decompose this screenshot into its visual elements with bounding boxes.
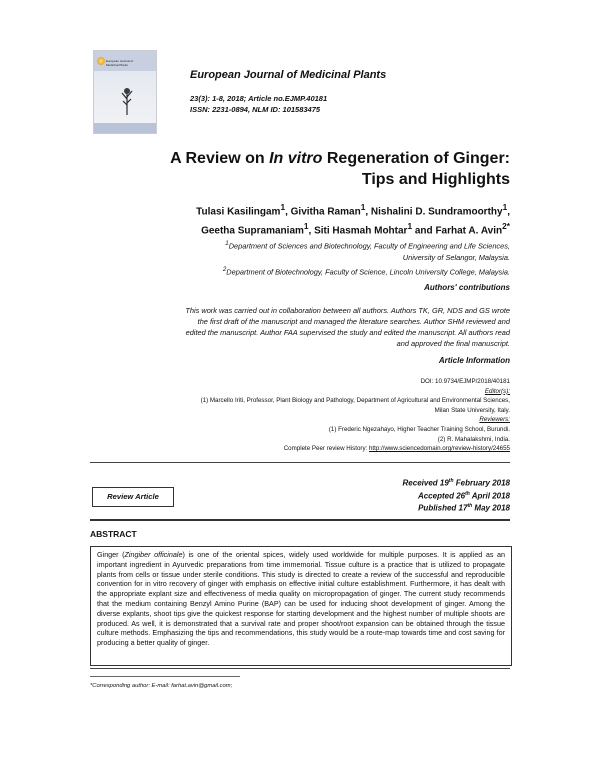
date-text: April 2018 bbox=[469, 491, 510, 501]
journal-title: European Journal of Medicinal Plants bbox=[190, 69, 387, 81]
editor-entry: Milan State University, Italy. bbox=[434, 406, 510, 414]
date-sup: th bbox=[465, 490, 470, 497]
divider bbox=[90, 668, 510, 669]
editor-entry: (1) Marcello Iriti, Professor, Plant Biology and Pathology, Department of Agricultural and Environmental Sciences, bbox=[200, 397, 510, 405]
affiliation-line bbox=[90, 264, 510, 278]
author-separator: , bbox=[308, 225, 315, 237]
article-type-badge: Review Article bbox=[92, 487, 174, 507]
article-title-line2: Tips and Highlights bbox=[361, 171, 510, 188]
date-text: May 2018 bbox=[472, 503, 510, 513]
article-title-line1 bbox=[90, 148, 510, 169]
article-title bbox=[90, 148, 510, 190]
divider bbox=[90, 462, 510, 463]
contributions-line: This work was carried out in collaboration between all authors. Authors TK, GR, NDS and GS wrote bbox=[185, 306, 510, 315]
affiliation-sup: 1 bbox=[225, 240, 229, 247]
author-affil-sup: 1 bbox=[502, 202, 508, 212]
abstract-text: ) is one of the oriental spices, widely used worldwide for multiple purposes. It is applied as an important ingredient in Ayurvedic preparations from time immemorial. Tissue culture is a practice that is utilized to propagate plants from cells or tissue under sterile conditions. This study is directed to create a review of the successful and reproducible convention for in vitro recovery of ginger with emphasis on effective initial culture establishment. Furthermore, it has dealt with the appropriate explant size and effectiveness of media quality on micropropagation of ginger. The current study recommends that the medium containing Benzyl Amino Purine (BAP) can be used for inducing shoot development of ginger. Among the diverse explants, shoot tips give the quickest response for starting development and the highest number of multiple shoots are produced. As well, it is demonstrated that a survival rate and proper shoot/root expansion can be obtained through the tissue culture methods. Emphasizing the tips and recommendations, this study would be a route-map towards time and cost saving for producing a better quality of ginger. bbox=[97, 550, 505, 648]
author-affil-sup: 1 bbox=[280, 202, 286, 212]
cover-title bbox=[106, 59, 152, 67]
species-name: Zingiber officinale bbox=[124, 550, 183, 559]
author-line bbox=[90, 219, 510, 238]
author-affil-sup: 2* bbox=[502, 221, 510, 232]
cover-title-line: Medicinal Plants bbox=[106, 63, 128, 67]
doi: DOI: 10.9734/EJMP/2018/40181 bbox=[420, 378, 510, 385]
date-sup: th bbox=[448, 478, 454, 484]
author-separator: , bbox=[365, 206, 371, 218]
history-label: Complete Peer review History: bbox=[283, 445, 369, 453]
date-text: Published 17 bbox=[418, 503, 468, 513]
received-date bbox=[300, 476, 510, 489]
affiliation-text: Department of Biotechnology, Faculty of Science, Lincoln University College, Malaysia. bbox=[226, 267, 510, 277]
review-history-link[interactable]: http://www.sciencedomain.org/review-history/24655 bbox=[368, 445, 510, 453]
abstract-heading: ABSTRACT bbox=[90, 529, 137, 539]
journal-meta bbox=[190, 93, 327, 115]
affiliation-line bbox=[90, 238, 510, 252]
divider bbox=[90, 519, 510, 521]
affiliations bbox=[90, 238, 510, 279]
author-separator: and bbox=[412, 225, 436, 237]
cover-footer-band bbox=[94, 123, 156, 133]
publication-dates bbox=[300, 476, 510, 514]
title-text: A Review on bbox=[170, 150, 270, 167]
cover-logo-icon bbox=[97, 57, 105, 65]
affiliation-text: Department of Sciences and Biotechnology, Faculty of Engineering and Life Sciences, bbox=[228, 241, 510, 251]
accepted-date bbox=[300, 489, 510, 502]
author-affil-sup: 1 bbox=[407, 221, 413, 232]
author-separator: , bbox=[285, 206, 291, 218]
journal-issue: 23(3): 1-8, 2018; Article no.EJMP.40181 bbox=[190, 94, 328, 103]
reviewers-label: Reviewers: bbox=[479, 416, 510, 424]
author-name: Siti Hasmah Mohtar bbox=[314, 225, 408, 237]
author-name: Farhat A. Avin bbox=[435, 225, 503, 237]
title-italic-text: In vitro bbox=[269, 150, 323, 167]
author-affil-sup: 1 bbox=[360, 202, 366, 212]
plant-illustration-icon bbox=[120, 85, 134, 115]
date-sup: th bbox=[467, 503, 473, 510]
reviewer-entry: (2) R. Mahalakshmi, India. bbox=[437, 435, 510, 443]
journal-issn: ISSN: 2231-0894, NLM ID: 101583475 bbox=[190, 105, 321, 114]
author-line bbox=[90, 200, 510, 219]
author-list bbox=[90, 200, 510, 239]
contributions-line: edited the manuscript. Author FAA supervised the study and edited the manuscript. All authors read bbox=[185, 328, 510, 337]
footnote-rule bbox=[90, 676, 240, 677]
contributions-heading: Authors' contributions bbox=[424, 283, 510, 292]
article-info-heading: Article Information bbox=[438, 356, 510, 365]
abstract-box bbox=[90, 546, 512, 666]
author-name: Nishalini D. Sundramoorthy bbox=[370, 206, 503, 218]
author-name: Tulasi Kasilingam bbox=[196, 206, 281, 218]
date-text: Accepted 26 bbox=[417, 491, 466, 501]
contributions-line: the first draft of the manuscript and managed the literature searches. Author SHM reviewed and bbox=[197, 317, 510, 326]
date-text: February 2018 bbox=[453, 478, 510, 488]
article-info bbox=[90, 377, 510, 454]
author-name: Geetha Supramaniam bbox=[201, 225, 304, 237]
date-text: Received 19 bbox=[402, 478, 449, 488]
title-text: Regeneration of Ginger: bbox=[322, 150, 510, 167]
author-name: Givitha Raman bbox=[290, 206, 361, 218]
abstract-text: Ginger ( bbox=[97, 550, 125, 559]
author-affil-sup: 1 bbox=[303, 221, 309, 232]
reviewer-entry: (1) Frederic Ngezahayo, Higher Teacher Training School, Burundi. bbox=[328, 425, 510, 433]
affiliation-line: University of Selangor, Malaysia. bbox=[402, 253, 510, 263]
peer-review-history bbox=[90, 444, 510, 454]
cover-title-line: European Journal of bbox=[106, 59, 134, 63]
published-date bbox=[300, 501, 510, 514]
corresponding-author-footnote: *Corresponding author: E-mail: farhat.avin@gmail.com; bbox=[90, 683, 233, 689]
contributions-text bbox=[90, 305, 510, 349]
affiliation-sup: 2 bbox=[222, 266, 227, 274]
editors-label: Editor(s): bbox=[484, 387, 510, 395]
journal-cover-image bbox=[93, 50, 157, 134]
author-separator: , bbox=[507, 206, 510, 218]
contributions-line: and approved the final manuscript. bbox=[396, 339, 510, 348]
